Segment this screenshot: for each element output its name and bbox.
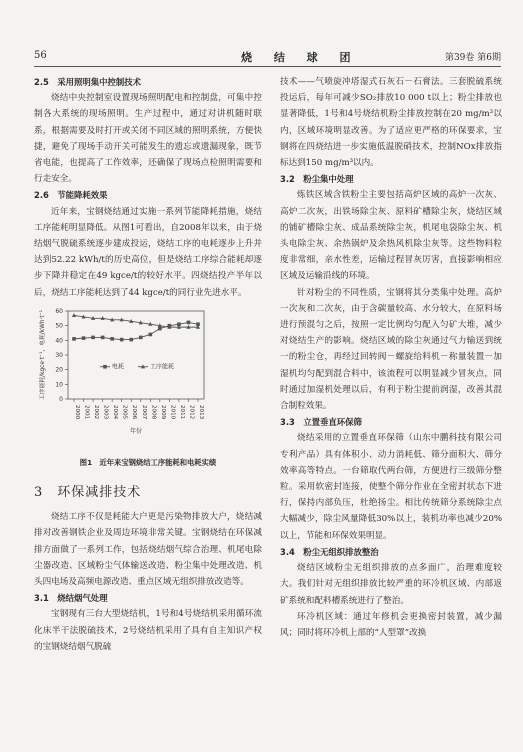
x-tick-label: 2007 [140,404,147,420]
data-point [110,337,114,341]
y-tick-label: 60 [55,307,63,315]
data-point [149,333,153,337]
x-tick-label: 2002 [93,404,100,420]
x-tick-label: 2005 [121,404,128,420]
section-3-2-title: 3.2 粉尘集中处理 [280,174,354,185]
section-3-1-body: 宝钢现有三台大型烧结机，1号和4号烧结机采用循环流化床半干法脱硫技术，2号烧结机采用了具有自主知识产权的宝钢烧结烟气脱硫 [34,609,262,652]
y-tick-label: 10 [55,381,63,389]
x-axis-label: 年份 [129,427,143,435]
x-tick-label: 2003 [102,404,109,420]
page-number: 56 [34,50,47,61]
section-3-3-body: 烧结采用的立置垂直环保筛（山东中鹏科技有限公司专利产品）具有体积小、动力消耗低、筛分面积大、筛分效率高等特点。一台筛取代两台筛，方便进行三级筛分整粒。采用软密封连接，使整个筛分作业在全密封状态下进行，保持内部负压，杜绝扬尘。相比传统筛分系统除尘点大幅减少，除尘风量降低30%以上，装机功率也减少20%以上，节能和环保效果明显。 [280,433,502,541]
data-point [129,338,133,342]
section-2-6-title: 2.6 节能降耗效果 [34,190,108,201]
issue-info: 第39卷 第6期 [444,53,501,63]
data-point [91,335,95,339]
legend-marker [103,365,107,369]
section-3-2-body-2: 针对粉尘的不同性质，宝钢将其分类集中处理。高炉一次灰和二次灰，由于含碳量较高、水分较大，在原料场进行预混匀之后，按照一定比例均匀配入匀矿大堆，减少对烧结生产的影响。烧结区域的除尘灰通过气力输送到统一的粉尘仓，再经过回转阀－螺旋给料机－称量装置－加湿机均匀配到混合料中，该流程可以明显减少冒灰点，同时通过加湿机处理以后，有利于粉尘提前润湿，改善其混合制粒效果。 [280,287,502,412]
section-3-1-continued: 技术——气喷旋冲塔湿式石灰石－石膏法。三套脱硫系统投运后，每年可减少SO₂排放10 000 t以上；粉尘排放也显著降低，1号和4号烧结机粉尘排放控制在20 mg/m³以内，区域环境明显改善。为了适应更严格的环保要求，宝钢将在四烧结进一步实施低温脱硝技术，控制NOx排放指标达到150 mg/m³以内。 [280,77,502,169]
y-tick-label: 30 [55,351,63,359]
section-3-3-title: 3.3 立置垂直环保筛 [280,417,362,428]
plot-frame [68,311,204,399]
data-point [158,327,162,331]
x-tick-label: 2009 [159,404,166,420]
section-2-5-body: 烧结中央控制室设置现场照明配电和控制盘，可集中控制各大系统的现场照明。生产过程中，通过对讲机随时联系，根据需要及时打开或关闭不同区域的照明系统，方便快捷，避免了现场手动开关可能发生的遗忘或遗漏现象，既节省电能，也提高了工作效率，还确保了现场点检照明需要和行走安全。 [34,93,262,185]
y-axis-label: 工序能耗/kgce·t⁻¹，电耗/kWh·t⁻¹ [40,309,46,400]
section-3-4-body: 烧结区域粉尘无组织排放的点多面广，治理难度较大。我们针对无组织排放比较严重的环冷机区域、内部返矿系统和配料槽系统进行了整治。 [280,563,502,606]
section-3-body: 烧结工序不仅是耗能大户更是污染物排放大户，烧结减排对改善钢铁企业及周边环境非常关键。宝钢烧结在环保减排方面做了一系列工作，包括烧结烟气综合治理、机尾电除尘器改造、区域粉尘气体输送改造、粉尘集中处理改造、机头四电场及高频电源改造、重点区域无组织排放改造等。 [34,512,262,588]
x-tick-label: 2010 [169,404,176,420]
data-point [72,337,76,341]
section-3-4-body-2: 环冷机区域：通过年修机会更换密封装置，减少漏风；同时将环冷机上部的“人型罩”改换 [280,611,502,638]
figure-1 [34,303,262,451]
x-tick-label: 2001 [83,404,90,420]
y-tick-label: 40 [55,337,63,345]
section-3-2-body: 炼铁区域含铁粉尘主要包括高炉区域的高炉一次灰、高炉二次灰，出铁场除尘灰、原料矿槽除尘灰，烧结区域的铺矿槽除尘灰、成品系统除尘灰，机尾电袋除尘灰、机头电除尘灰、余热锅炉及余热风机除尘灰等。这些物料粒度非常细，亲水性差，运输过程冒灰厉害，直接影响相应区域及运输沿线的环境。 [280,190,502,282]
x-tick-label: 2012 [188,404,195,420]
data-point [101,335,105,339]
y-tick-label: 20 [55,366,63,374]
left-column [34,74,262,655]
x-tick-label: 2000 [74,404,80,420]
x-tick-label: 2011 [178,404,185,420]
data-point [82,336,86,340]
section-3-title: 3 环保减排技术 [34,485,142,501]
energy-chart [34,303,262,451]
legend-label: 电耗 [112,363,125,371]
data-point [120,338,124,342]
data-point [187,320,191,324]
section-2-6-body: 近年来，宝钢烧结通过实施一系列节能降耗措施，烧结工序能耗明显降低。从图1可看出，自2008年以来，由于烧结烟气脱硫系统逐步建成投运，烧结工序的电耗逐步上升并达到52.22 kWh/t的历史高位，但是烧结工序综合能耗却逐步下降并稳定在49 kgce/t的较好水平。四烧结投产半年以后，烧结工序能耗达到了44 kgce/t的同行业先进水平。 [34,206,262,298]
y-tick-label: 50 [55,322,63,330]
section-2-5-title: 2.5 采用照明集中控制技术 [34,77,141,87]
figure-1-caption: 图1 近年来宝钢烧结工序能耗和电耗实绩 [79,457,217,467]
data-point [72,313,76,317]
right-column [280,74,502,641]
section-3-1-title: 3.1 烧结烟气处理 [34,593,108,604]
section-3-4-title: 3.4 粉尘无组织排放整治 [280,546,379,557]
x-tick-label: 2013 [198,404,204,420]
x-tick-label: 2006 [131,404,138,420]
x-tick-label: 2008 [150,404,157,420]
y-tick-label: 0 [59,395,63,403]
x-tick-label: 2004 [112,404,119,420]
legend-label: 工序能耗 [150,363,175,371]
journal-title: 烧 结 球 团 [241,51,360,64]
running-header [34,48,501,67]
data-point [139,335,143,339]
